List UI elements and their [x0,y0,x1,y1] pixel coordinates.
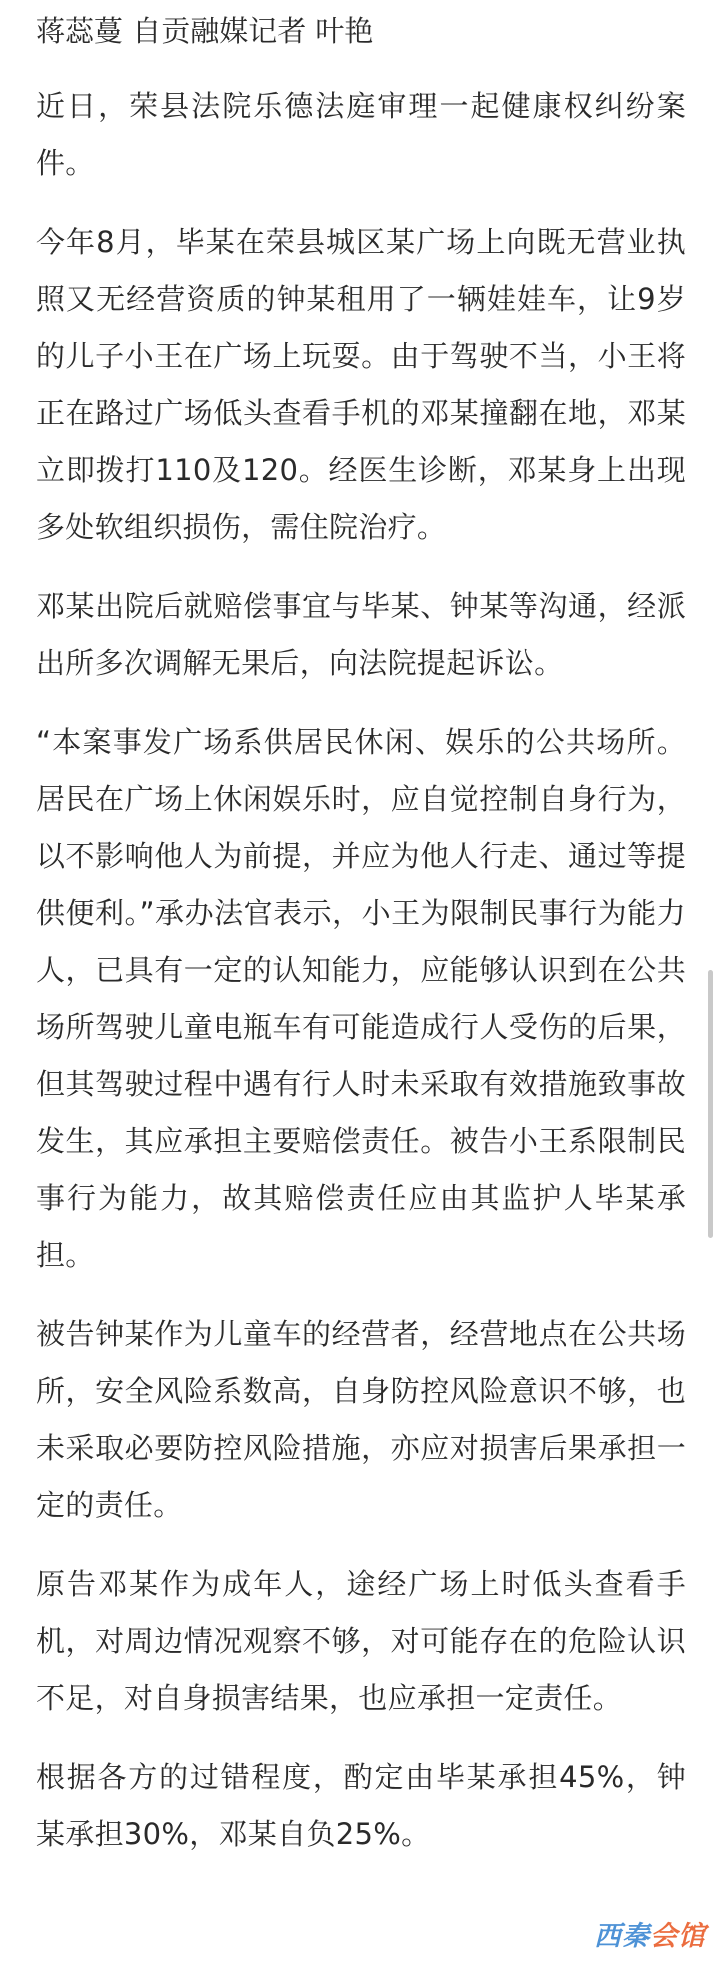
paragraph-2: 今年8月，毕某在荣县城区某广场上向既无营业执照又无经营资质的钟某租用了一辆娃娃车，让9岁的儿子小王在广场上玩耍。由于驾驶不当，小王将正在路过广场低头查看手机的邓某撞翻在地，邓某立即拨打110及120。经医生诊断，邓某身上出现多处软组织损伤，需住院治疗。 [36,225,686,544]
paragraph-7: 根据各方的过错程度，酌定由毕某承担45%，钟某承担30%，邓某自负25%。 [36,1760,686,1851]
paragraph-1: 近日，荣县法院乐德法庭审理一起健康权纠纷案件。 [36,89,686,180]
watermark-text-b: 会馆 [650,1921,706,1952]
paragraph-5: 被告钟某作为儿童车的经营者，经营地点在公共场所，安全风险系数高，自身防控风险意识不够，也未采取必要防控风险措施，亦应对损害后果承担一定的责任。 [36,1317,686,1522]
paragraph-6: 原告邓某作为成年人，途经广场上时低头查看手机，对周边情况观察不够，对可能存在的危险认识不足，对自身损害结果，也应承担一定责任。 [36,1567,686,1715]
paragraph-4: “本案事发广场系供居民休闲、娱乐的公共场所。居民在广场上休闲娱乐时，应自觉控制自身行为，以不影响他人为前提，并应为他人行走、通过等提供便利。”承办法官表示，小王为限制民事行为能力人，已具有一定的认知能力，应能够认识到在公共场所驾驶儿童电瓶车有可能造成行人受伤的后果，但其驾驶过程中遇有行人时未采取有效措施致事故发生，其应承担主要赔偿责任。被告小王系限制民事行为能力，故其赔偿责任应由其监护人毕某承担。 [36,725,686,1272]
watermark-text-a: 西秦 [594,1921,650,1952]
article-body [36,0,686,1885]
scrollbar-thumb[interactable] [708,970,713,1238]
paragraph-3: 邓某出院后就赔偿事宜与毕某、钟某等沟通，经派出所多次调解无果后，向法院提起诉讼。 [36,589,686,680]
watermark-logo [594,1914,706,1953]
byline: 蒋蕊蔓 自贡融媒记者 叶艳 [36,14,374,48]
